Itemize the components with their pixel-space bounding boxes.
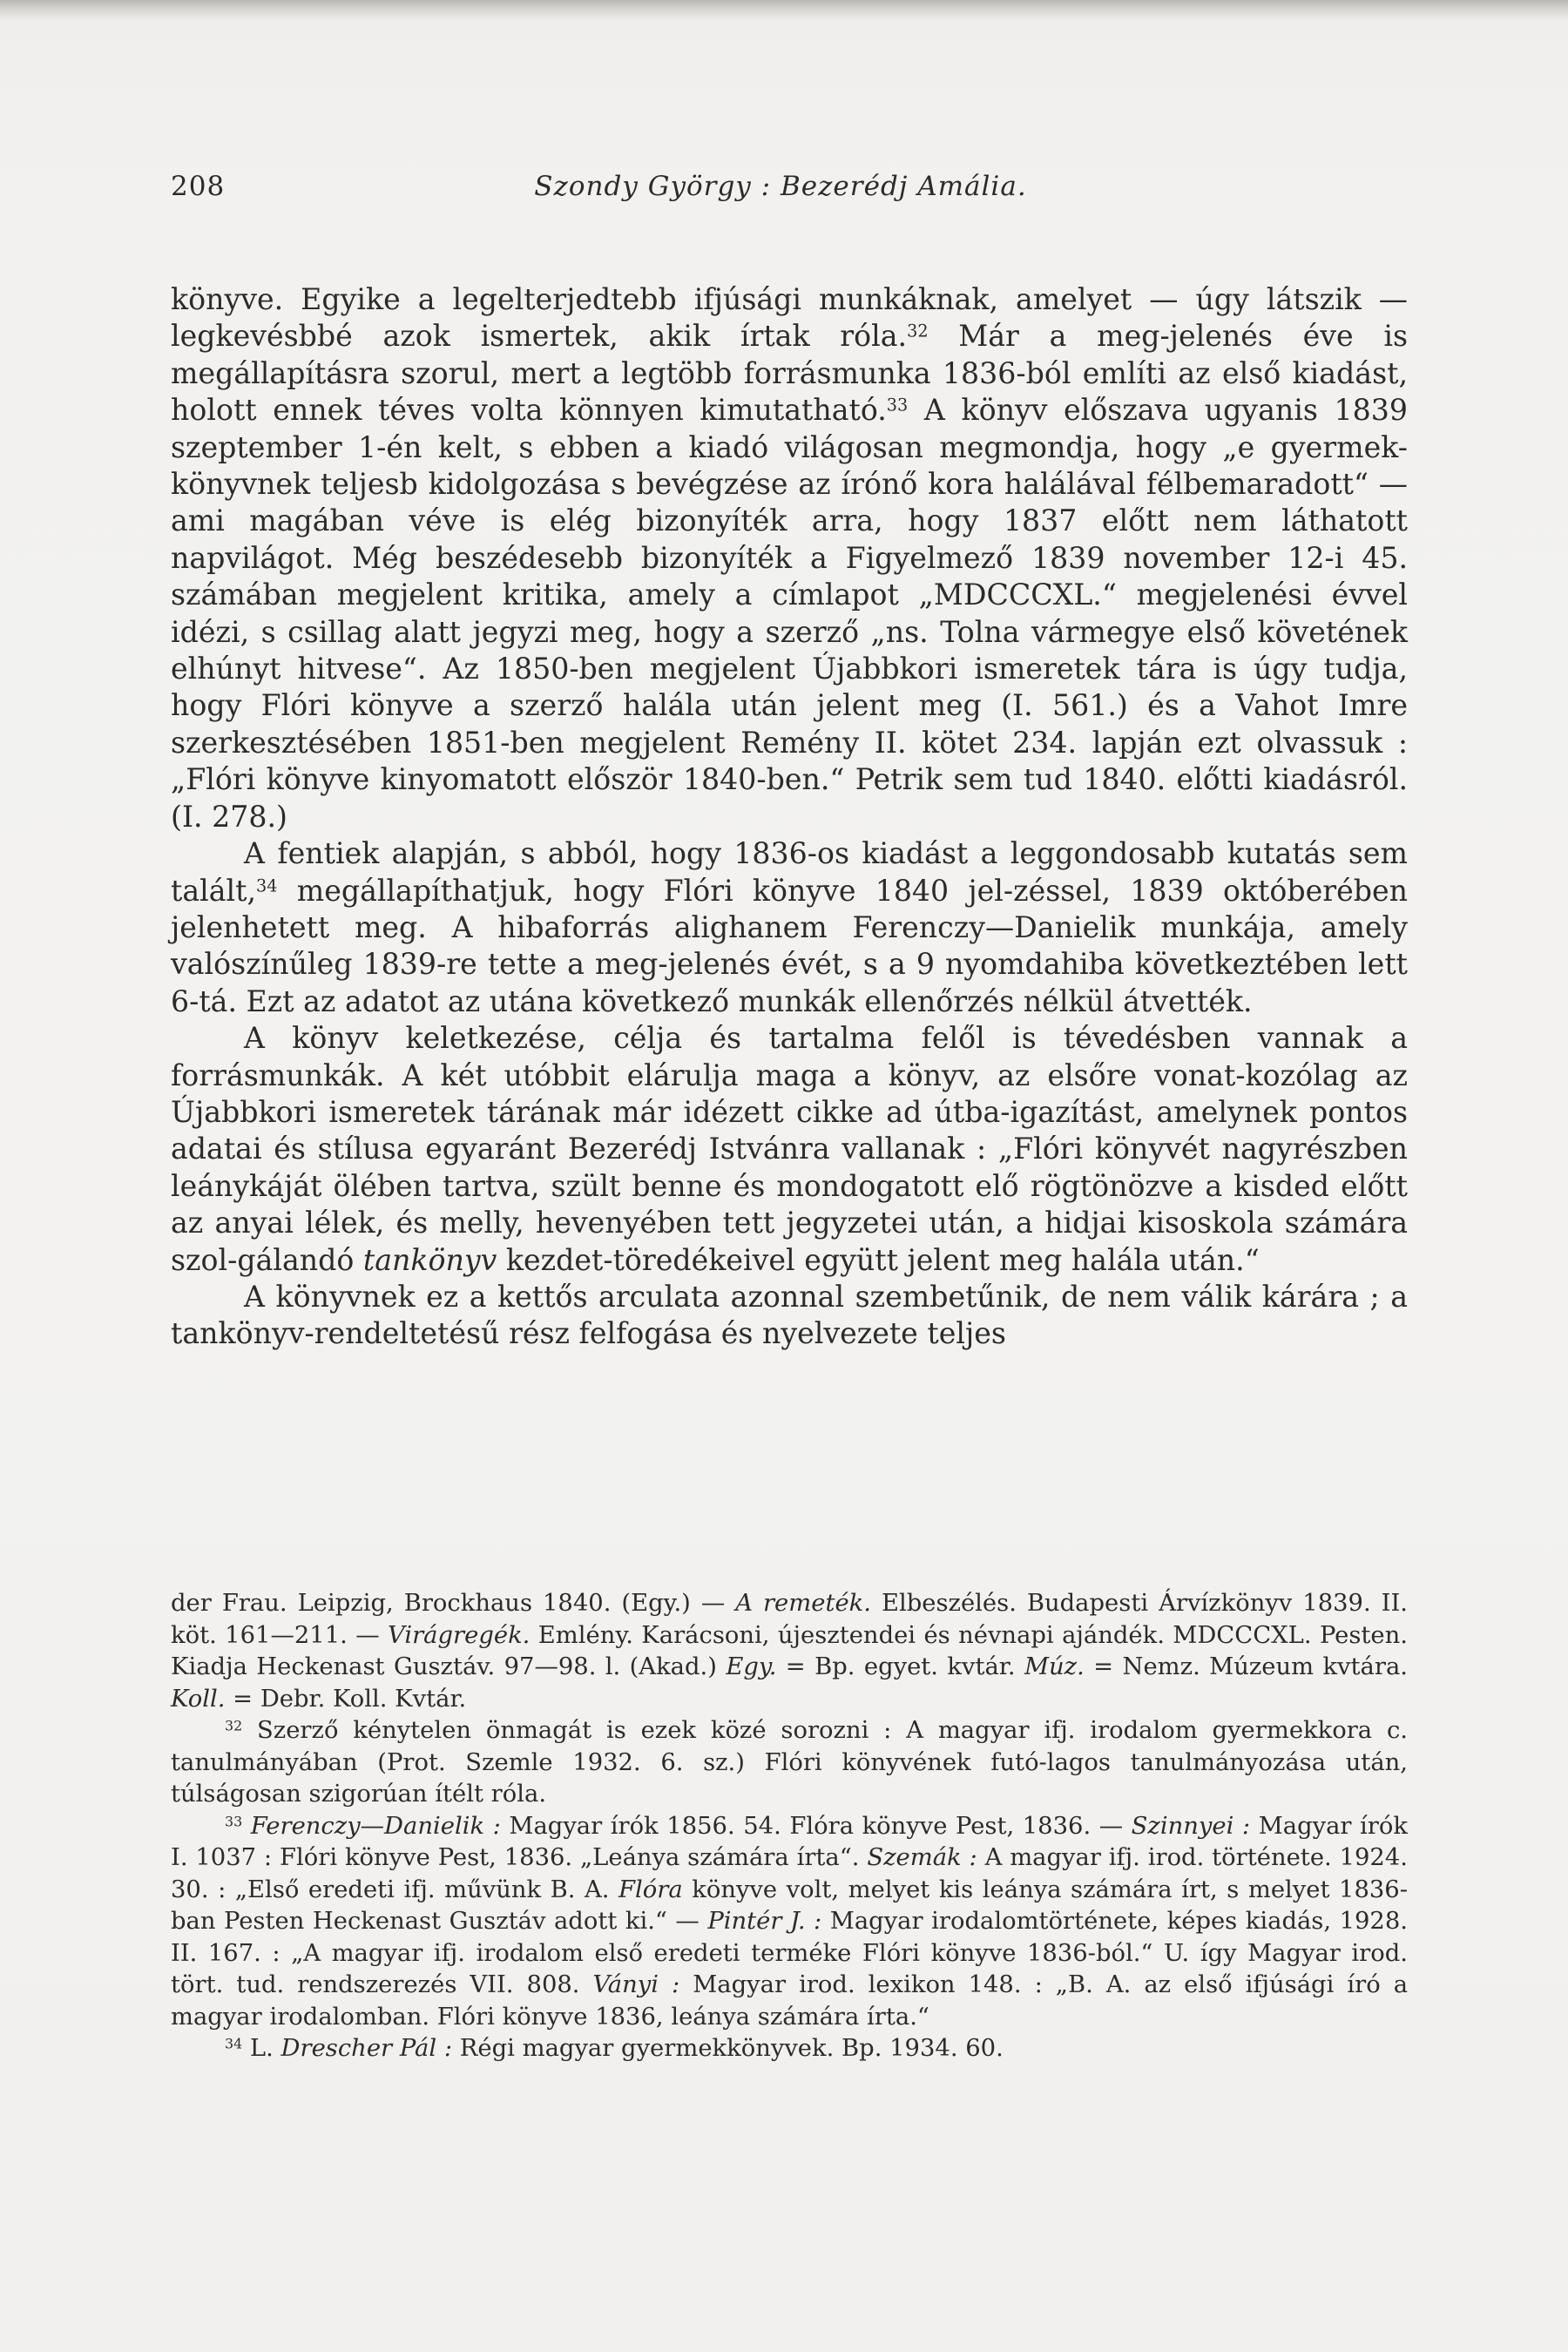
text-run: A fentiek alapján, s abból, hogy 1836-os kiadást a leggondosabb kutatás sem talált, — [171, 836, 1408, 908]
footnote-number: 32 — [225, 1717, 243, 1734]
text-run: Már a meg-jelenés éve is megállapításra szorul, mert a legtöbb forrásmunka 1836-ból említi az első kiadást, holott ennek téves volta könnyen kimutatható. — [171, 319, 1408, 428]
text-run: = Debr. Koll. Kvtár. — [225, 1685, 467, 1713]
main-text — [171, 281, 1408, 1353]
emphasis: Flóra — [618, 1876, 683, 1903]
text-run: Magyar írók I. 1037 : Flóri könyve Pest, 1836. „Leánya számára írta“. — [171, 1812, 1408, 1871]
paragraph-1 — [171, 281, 1408, 835]
text-run: Régi magyar gyermekkönyvek. Bp. 1934. 60. — [452, 2035, 1004, 2062]
text-run: Magyar írók 1856. 54. Flóra könyve Pest, 1836. — — [500, 1812, 1132, 1840]
text-run: Magyar irod. lexikon 148. : „B. A. az első ifjúsági író a magyar irodalomban. Flóri könyve 1836, leánya számára írta.“ — [171, 1971, 1409, 2031]
text-run: könyve. Egyike a legelterjedtebb ifjúsági munkáknak, amelyet — úgy látszik — legkevésbbé azok ismertek, akik írtak róla. — [171, 282, 1408, 354]
text-run: = Bp. egyet. kvtár. — [776, 1653, 1024, 1680]
text-run: Magyar irodalomtörténete, képes kiadás, 1928. II. 167. : „A magyar ifj. irodalom első eredeti terméke Flóri könyve 1836-ból.“ U. így Magyar irod. tört. tud. rendszerezés VII. 808. — [171, 1908, 1408, 1998]
footnote-number: 33 — [225, 1812, 243, 1829]
text-run: megállapíthatjuk, hogy Flóri könyve 1840 jel-zéssel, 1839 októberében jelenhetett meg. A hibaforrás alighanem Ferenczy—Danielik munkája, amely valószínűleg 1839-re tette a meg-jelenés évét, s a 9 nyomdahiba következtében lett 6-tá. Ezt az adatot az utána következő munkák ellenőrzés nélkül átvették. — [171, 873, 1408, 1018]
emphasis: Pintér J. : — [707, 1908, 822, 1935]
text-run: Elbeszélés. Budapesti Árvízkönyv 1839. II. köt. 161—211. — — [171, 1590, 1409, 1649]
emphasis: Ványi : — [592, 1971, 680, 1998]
emphasis: Drescher Pál : — [280, 2035, 453, 2062]
emphasis: Koll. — [171, 1685, 226, 1713]
text-run: = Nemz. Múzeum kvtára. — [1084, 1653, 1409, 1680]
text-run: A könyvnek ez a kettős arculata azonnal szembetűnik, de nem válik kárára ; a tankönyv-rendeltetésű rész felfogása és nyelvezete teljes — [171, 1279, 1408, 1351]
footnote-32 — [171, 1715, 1408, 1811]
emphasis: Egy. — [726, 1653, 777, 1680]
text-run: Emlény. Karácsoni, újesztendei és névnapi ajándék. MDCCCXL. Pesten. Kiadja Heckenast Gusztáv. 97—98. l. (Akad.) — [171, 1621, 1408, 1680]
footnote-ref-34: 34 — [256, 875, 278, 896]
emphasis: Virágregék. — [388, 1621, 531, 1649]
emphasis: tankönyv — [362, 1242, 497, 1277]
emphasis: Szemák : — [867, 1844, 977, 1871]
footnote-34 — [171, 2033, 1408, 2065]
running-title: Szondy György : Bezerédj Amália. — [534, 171, 1027, 202]
emphasis: A remeték. — [735, 1590, 871, 1617]
footnote-ref-33: 33 — [886, 395, 909, 416]
emphasis: Szinnyei : — [1131, 1812, 1251, 1840]
paragraph-4 — [171, 1279, 1408, 1353]
running-head — [171, 171, 1408, 214]
footnote-continuation — [171, 1588, 1408, 1715]
text-run: A magyar ifj. irod. története. 1924. 30. : „Első eredeti ifj. művünk B. A. — [171, 1844, 1408, 1903]
footnote-number: 34 — [225, 2035, 243, 2052]
text-run: L. — [242, 2035, 281, 2062]
footnote-33 — [171, 1811, 1408, 2034]
footnotes — [171, 1588, 1408, 2065]
scan-edge-shadow — [0, 0, 1568, 21]
text-run: A könyv keletkezése, célja és tartalma felől is tévedésben vannak a forrásmunkák. A két utóbbit elárulja maga a könyv, az elsőre vonat-kozólag az Újabbkori ismeretek tárának már idézett cikke ad útba-igazítást, amelynek pontos adatai és stílusa egyaránt Bezerédj Istvánra vallanak : „Flóri könyvét nagyrészben leánykáját ölében tartva, szült benne és mondogatott elő rögtönözve a kisded előtt az anyai lélek, és melly, hevenyében tett jegyzetei után, a hidjai kisoskola számára szol-gálandó — [171, 1021, 1408, 1277]
text-run: Szerző kénytelen önmagát is ezek közé sorozni : A magyar ifj. irodalom gyermekkora c. tanulmányában (Prot. Szemle 1932. 6. sz.) Flóri könyvének futó-lagos tanulmányozása után, túlságosan szigorúan ítélt róla. — [171, 1717, 1408, 1808]
emphasis: Ferenczy—Danielik : — [250, 1812, 501, 1840]
text-run: könyve volt, melyet kis leánya számára írt, s melyet 1836-ban Pesten Heckenast Gusztáv adott ki.“ — — [171, 1876, 1408, 1935]
emphasis: Múz. — [1024, 1653, 1085, 1680]
footnote-ref-32: 32 — [907, 321, 929, 341]
text-run: A könyv előszava ugyanis 1839 szeptember 1-én kelt, s ebben a kiadó világosan megmondja, hogy „e gyermek-könyvnek teljesb kidolgozása s bevégzése az írónő kora halálával félbemaradott“ — ami magában véve is elég bizonyíték arra, hogy 1837 előtt nem láthatott napvilágot. Még beszédesebb bizonyíték a Figyelmező 1839 november 12-i 45. számában megjelent kritika, amely a címlapot „MDCCCXL.“ megjelenési évvel idézi, s csillag alatt jegyzi meg, hogy a szerző „ns. Tolna vármegye első követének elhúnyt hitvese“. Az 1850-ben megjelent Újabbkori ismeretek tára is úgy tudja, hogy Flóri könyve a szerző halála után jelent meg (I. 561.) és a Vahot Imre szerkesztésében 1851-ben megjelent Remény II. kötet 234. lapján ezt olvassuk : „Flóri könyve kinyomatott először 1840-ben.“ Petrik sem tud 1840. előtti kiadásról. (I. 278.) — [171, 393, 1408, 834]
paragraph-2 — [171, 835, 1408, 1020]
page-number: 208 — [171, 171, 226, 202]
paragraph-3 — [171, 1020, 1408, 1279]
text-run: kezdet-töredékeivel együtt jelent meg halála után.“ — [497, 1242, 1260, 1277]
text-run: der Frau. Leipzig, Brockhaus 1840. (Egy.) — — [171, 1590, 736, 1617]
